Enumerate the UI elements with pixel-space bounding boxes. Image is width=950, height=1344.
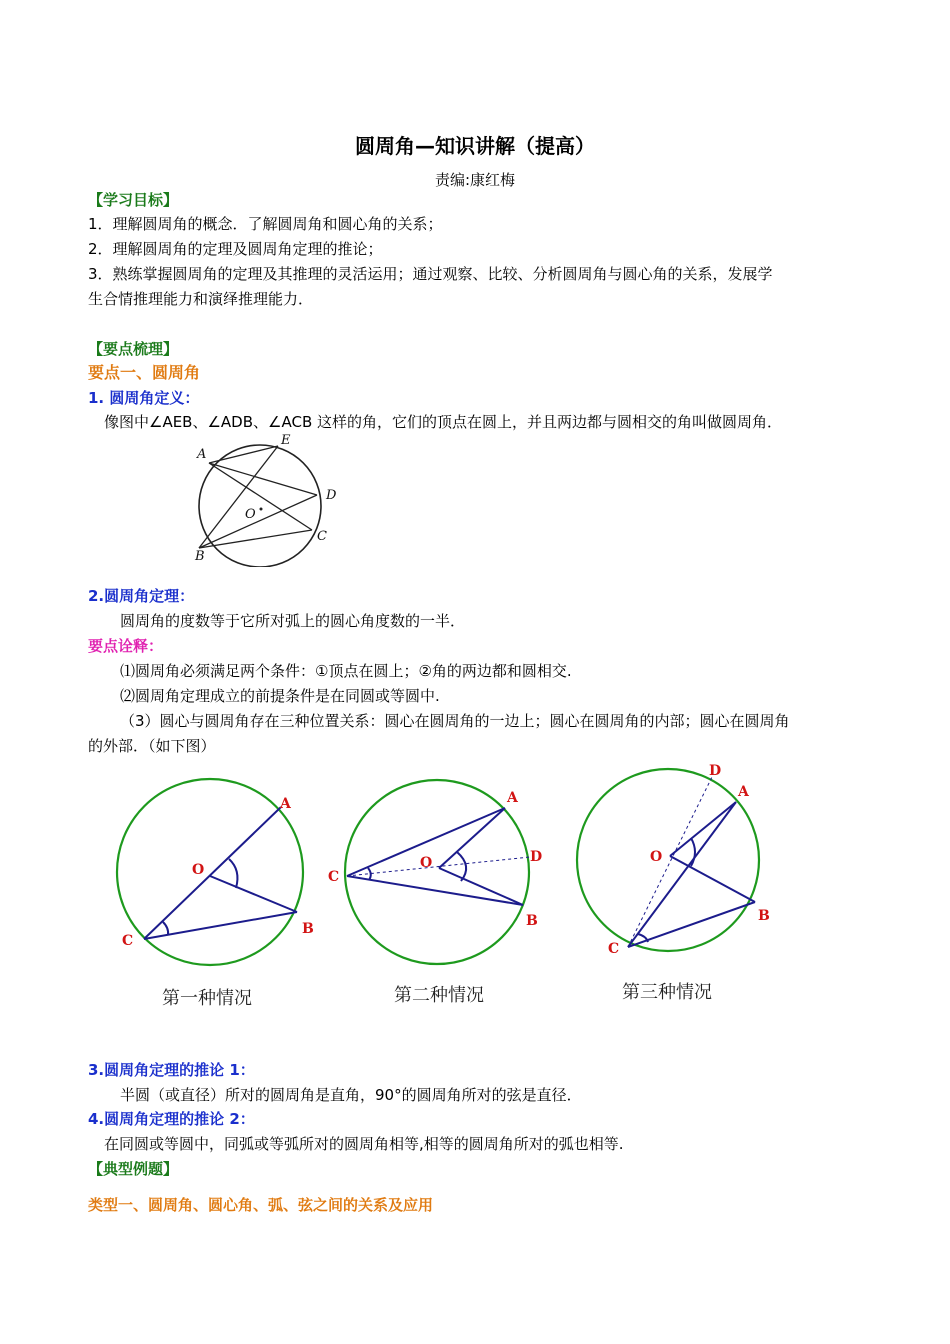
- points-heading: 【要点梳理】: [88, 340, 179, 358]
- page-title: 圆周角—知识讲解（提高）: [355, 134, 595, 158]
- theorem-title: 2.圆周角定理：: [88, 587, 195, 605]
- corollary1-text: 半圆（或直径）所对的圆周角是直角，90°的圆周角所对的弦是直径．: [120, 1086, 582, 1104]
- figure-three-cases: [100, 762, 800, 1022]
- goal-item: 2．理解圆周角的定理及圆周角定理的推论；: [88, 240, 383, 258]
- definition-title: 1. 圆周角定义：: [88, 389, 200, 407]
- fig1-circle: [199, 445, 321, 567]
- fig1-label-d: D: [326, 488, 337, 503]
- figure-inscribed-angles: [185, 432, 345, 567]
- note-item: ⑴圆周角必须满足两个条件：①顶点在圆上；②角的两边都和圆相交.: [120, 662, 572, 680]
- editor-line: 责编:康红梅: [434, 171, 516, 189]
- fig1-label-e: E: [281, 433, 291, 448]
- case2-label-a: A: [507, 790, 518, 806]
- fig1-label-a: A: [197, 447, 207, 462]
- case1-label-c: C: [122, 933, 134, 949]
- section1-heading: 要点一、圆周角: [88, 363, 201, 382]
- case2-label-d: D: [530, 849, 543, 865]
- notes-title: 要点诠释：: [88, 637, 164, 655]
- note-item: 的外部．（如下图）: [88, 737, 216, 755]
- case3-diagram: [577, 763, 770, 957]
- definition-text: 像图中∠AEB、∠ADB、∠ACB 这样的角，它们的顶点在圆上，并且两边都与圆相交的角叫做圆周角．: [104, 413, 783, 431]
- note-item: （3）圆心与圆周角存在三种位置关系：圆心在圆周角的一边上；圆心在圆周角的内部；圆心在圆周角: [120, 712, 790, 730]
- goals-heading: 【学习目标】: [88, 191, 179, 209]
- case1-caption: 第一种情况: [162, 988, 252, 1009]
- goal-item: 生合情推理能力和演绎推理能力．: [88, 290, 314, 308]
- fig1-label-c: C: [317, 529, 327, 544]
- case1-label-o: O: [192, 862, 205, 878]
- case3-label-b: B: [758, 908, 770, 924]
- case3-label-d: D: [709, 763, 722, 779]
- case2-diagram: [328, 780, 542, 964]
- fig1-label-o: O: [245, 507, 256, 522]
- case2-label-o: O: [420, 855, 433, 871]
- case3-label-c: C: [608, 941, 620, 957]
- case1-label-b: B: [302, 921, 314, 937]
- case3-label-o: O: [650, 849, 663, 865]
- case2-caption: 第二种情况: [394, 985, 484, 1006]
- note-item: ⑵圆周角定理成立的前提条件是在同圆或等圆中.: [120, 687, 440, 705]
- corollary2-title: 4.圆周角定理的推论 2：: [88, 1110, 255, 1128]
- case1-diagram: [117, 779, 314, 965]
- goal-item: 3．熟练掌握圆周角的定理及其推理的灵活运用；通过观察、比较、分析圆周角与圆心角的关系，发展学: [88, 265, 773, 283]
- case3-caption: 第三种情况: [622, 982, 712, 1003]
- case2-label-c: C: [328, 869, 340, 885]
- fig1-label-b: B: [195, 549, 205, 564]
- corollary2-text: 在同圆或等圆中，同弧或等弧所对的圆周角相等,相等的圆周角所对的弧也相等.: [104, 1135, 624, 1153]
- case3-label-a: A: [738, 784, 749, 800]
- goal-item: 1．理解圆周角的概念．了解圆周角和圆心角的关系；: [88, 215, 443, 233]
- corollary1-title: 3.圆周角定理的推论 1：: [88, 1061, 255, 1079]
- theorem-text: 圆周角的度数等于它所对弧上的圆心角度数的一半．: [120, 612, 466, 630]
- type1-heading: 类型一、圆周角、圆心角、弧、弦之间的关系及应用: [88, 1196, 434, 1214]
- examples-heading: 【典型例题】: [88, 1160, 179, 1178]
- case2-label-b: B: [526, 913, 538, 929]
- case1-label-a: A: [280, 796, 291, 812]
